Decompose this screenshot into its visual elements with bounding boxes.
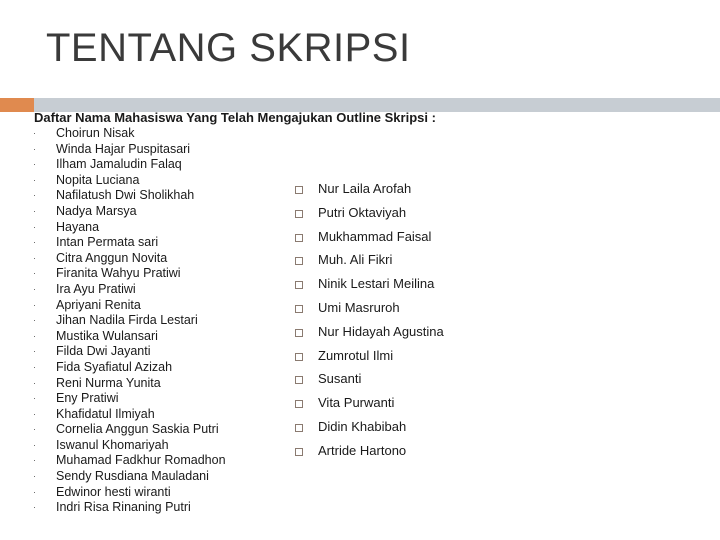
student-name: Apriyani Renita [56, 297, 141, 312]
square-bullet-icon [295, 257, 303, 265]
title-rule-accent [0, 98, 34, 112]
bullet-dot-icon: · [33, 174, 36, 185]
bullet-dot-icon: · [33, 128, 36, 138]
list-heading: Daftar Nama Mahasiswa Yang Telah Mengajukan Outline Skripsi : [34, 110, 436, 125]
bullet-dot-icon: · [33, 252, 36, 263]
student-name: Reni Nurma Yunita [56, 375, 161, 390]
list-item [292, 370, 444, 394]
bullet-dot-icon: · [33, 221, 36, 232]
square-bullet-icon [295, 305, 303, 313]
square-bullet-icon [295, 186, 303, 194]
square-bullet-icon [295, 400, 303, 408]
student-name: Indri Risa Rinaning Putri [56, 500, 191, 515]
list-item [30, 407, 226, 423]
list-item [30, 360, 226, 376]
student-name: Ilham Jamaludin Falaq [56, 157, 182, 172]
list-item [292, 275, 444, 299]
bullet-dot-icon: · [33, 159, 36, 170]
list-item [30, 453, 226, 469]
bullet-dot-icon: · [33, 190, 36, 201]
bullet-dot-icon: · [33, 330, 36, 341]
student-name: Eny Pratiwi [56, 391, 119, 406]
list-item [30, 391, 226, 407]
list-item [30, 438, 226, 454]
student-name: Muh. Ali Fikri [318, 252, 393, 268]
student-name: Putri Oktaviyah [318, 204, 407, 220]
list-item [292, 251, 444, 275]
student-name: Ninik Lestari Meilina [318, 276, 435, 292]
bullet-dot-icon: · [33, 455, 36, 466]
student-name: Zumrotul Ilmi [318, 347, 394, 363]
bullet-dot-icon: · [33, 424, 36, 435]
student-name: Susanti [318, 371, 362, 387]
list-item [292, 347, 444, 371]
bullet-dot-icon: · [33, 502, 36, 513]
student-name: Nopita Luciana [56, 172, 140, 187]
list-item [292, 228, 444, 252]
list-item [30, 173, 226, 189]
list-item [292, 299, 444, 323]
student-name: Fida Syafiatul Azizah [56, 359, 173, 374]
square-bullet-icon [295, 424, 303, 432]
bullet-dot-icon: · [33, 283, 36, 294]
student-name: Iswanul Khomariyah [56, 437, 169, 452]
list-item [30, 485, 226, 501]
list-item [30, 282, 226, 298]
bullet-dot-icon: · [33, 346, 36, 357]
bullet-dot-icon: · [33, 237, 36, 248]
student-list-left [30, 126, 226, 516]
list-item [30, 126, 226, 142]
square-bullet-icon [295, 234, 303, 242]
list-item [30, 188, 226, 204]
list-item [30, 329, 226, 345]
square-bullet-icon [295, 353, 303, 361]
bullet-dot-icon: · [33, 486, 36, 497]
list-item [30, 266, 226, 282]
square-bullet-icon [295, 376, 303, 384]
list-item [30, 157, 226, 173]
list-item [292, 180, 444, 204]
student-name: Edwinor hesti wiranti [56, 484, 171, 499]
student-name: Nur Laila Arofah [318, 181, 412, 196]
student-name: Jihan Nadila Firda Lestari [56, 313, 198, 328]
square-bullet-icon [295, 329, 303, 337]
bullet-dot-icon: · [33, 268, 36, 279]
bullet-dot-icon: · [33, 315, 36, 326]
list-item [30, 251, 226, 267]
bullet-dot-icon: · [33, 377, 36, 388]
bullet-dot-icon: · [33, 393, 36, 404]
student-name: Mukhammad Faisal [318, 228, 432, 244]
bullet-dot-icon: · [33, 143, 36, 154]
student-name: Nafilatush Dwi Sholikhah [56, 188, 195, 203]
list-item [30, 235, 226, 251]
student-name: Khafidatul Ilmiyah [56, 406, 155, 421]
student-name: Nadya Marsya [56, 203, 137, 218]
bullet-dot-icon: · [33, 299, 36, 310]
student-name: Mustika Wulansari [56, 328, 158, 343]
student-name: Artride Hartono [318, 442, 407, 458]
student-name: Ira Ayu Pratiwi [56, 281, 136, 296]
student-name: Muhamad Fadkhur Romadhon [56, 453, 226, 468]
bullet-dot-icon: · [33, 408, 36, 419]
bullet-dot-icon: · [33, 471, 36, 482]
list-item [30, 204, 226, 220]
bullet-dot-icon: · [33, 439, 36, 450]
student-name: Hayana [56, 219, 100, 234]
list-item [30, 220, 226, 236]
student-name: Nur Hidayah Agustina [318, 323, 444, 339]
square-bullet-icon [295, 210, 303, 218]
student-name: Choirun Nisak [56, 126, 135, 140]
list-item [30, 313, 226, 329]
bullet-dot-icon: · [33, 205, 36, 216]
student-name: Filda Dwi Jayanti [56, 344, 151, 359]
list-item [30, 142, 226, 158]
student-name: Firanita Wahyu Pratiwi [56, 266, 181, 281]
square-bullet-icon [295, 448, 303, 456]
student-name: Cornelia Anggun Saskia Putri [56, 422, 219, 437]
list-item [30, 500, 226, 516]
student-name: Umi Masruroh [318, 299, 400, 315]
list-item [292, 418, 444, 442]
slide-title: TENTANG SKRIPSI [46, 26, 411, 70]
list-item [292, 394, 444, 418]
student-name: Winda Hajar Puspitasari [56, 141, 191, 156]
student-name: Didin Khabibah [318, 418, 407, 434]
list-item [292, 442, 444, 466]
list-item [30, 422, 226, 438]
list-item [30, 469, 226, 485]
square-bullet-icon [295, 281, 303, 289]
list-item [292, 323, 444, 347]
student-name: Vita Purwanti [318, 395, 395, 411]
bullet-dot-icon: · [33, 361, 36, 372]
student-name: Sendy Rusdiana Mauladani [56, 469, 209, 484]
list-item [30, 376, 226, 392]
student-name: Intan Permata sari [56, 235, 159, 250]
student-name: Citra Anggun Novita [56, 250, 168, 265]
list-item [30, 344, 226, 360]
student-list-right [292, 180, 444, 466]
list-item [30, 298, 226, 314]
list-item [292, 204, 444, 228]
